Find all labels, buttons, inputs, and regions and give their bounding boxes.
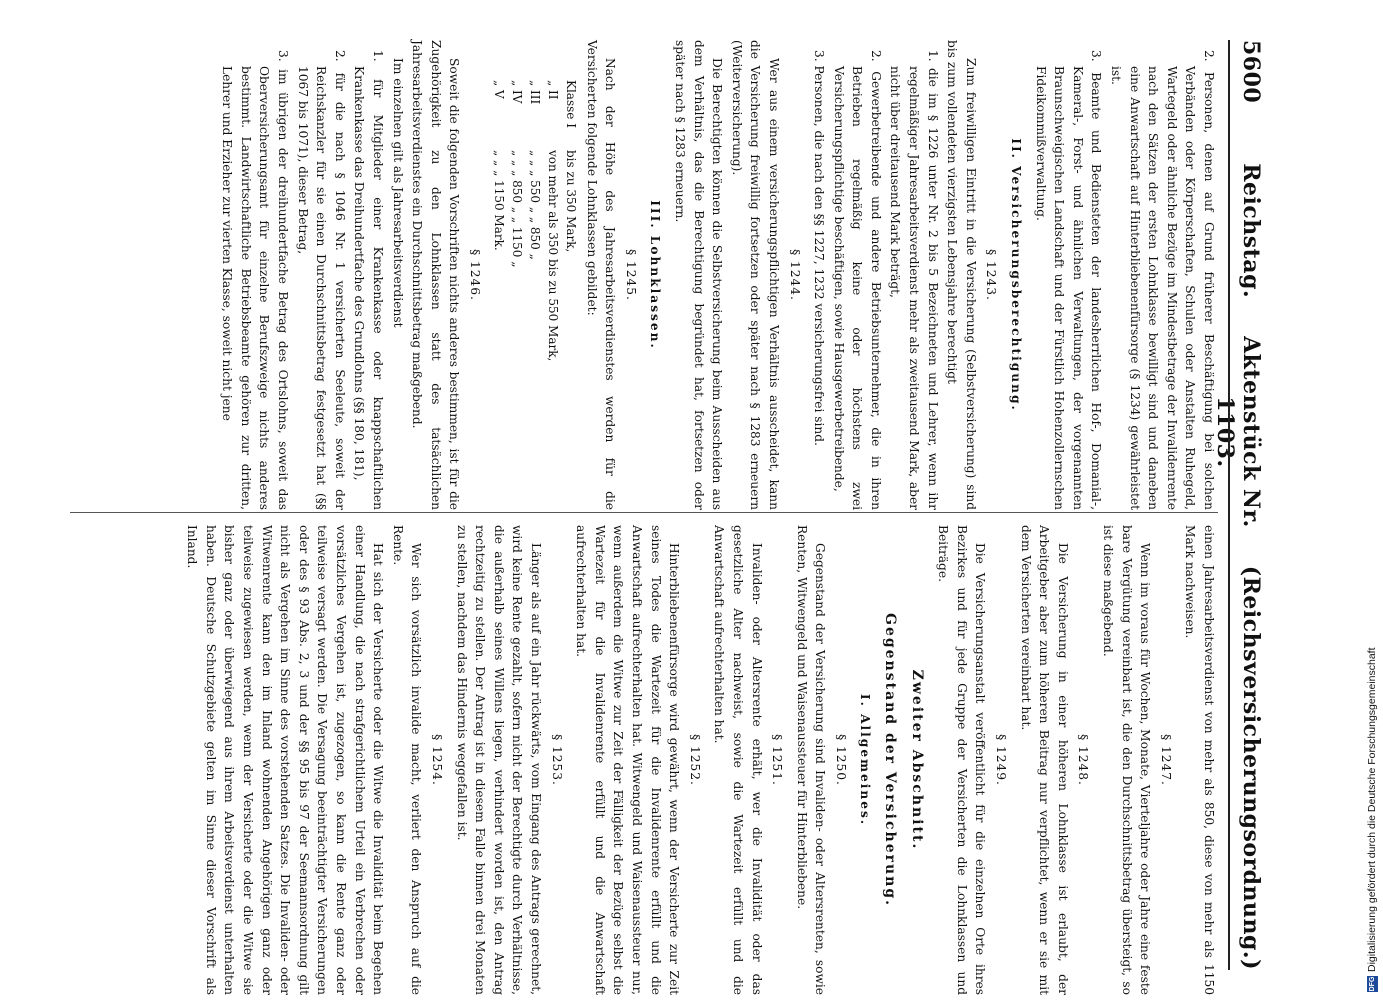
lohnklasse-range: bis zu 350 Mark, [564, 150, 578, 253]
item-1243-2: 2. Gewerbetreibende und andere Betriebsunternehmer, die in ihren Betrieben regelmäßig keine oder höchstens zwei Versicherungspflichtige beschäftigen, sowie Hausgewerbetreibende, [831, 50, 883, 510]
text-1244b: Die Berechtigten können die Selbstversicherung beim Ausscheiden aus dem Verhältnis, das die Berechtigung begründet hat, fortsetzen oder später nach § 1283 erneuern. [672, 40, 725, 510]
text-1254b: Hat sich der Versicherte oder die Witwe die Invalidität beim Begehen einer Handlung, die nach strafgerichtlichem Urteil ein Verbrechen oder vorsätzliches Vergehen ist, zugezogen, so kann die Rente ganz oder teilweise versagt werden. Die Versagung beeinträchtigter Versicherungen oder des § 93 Abs. 2, 3 und der §§ 95 bis 97 der Seemannsordnung gilt nicht als Vergehen im Sinne des vorstehenden Satzes. Die Invaliden- oder Witwenrente kann den im Inland wohnenden Angehörigen ganz oder teilweise zugewiesen werden, wenn der Versicherte oder die Witwe sie bisher ganz oder überwiegend aus ihrem Arbeitsverdienst unterhalten haben. Deutsche Schutzgebiete gelten im Sinne dieser Vorschrift als Inland. [185, 525, 386, 995]
text-1249: Die Versicherungsanstalt veröffentlicht für die einzelnen Orte ihres Bezirkes und für jede Gruppe der Versicherten die Lohnklassen und Beiträge. [936, 525, 988, 995]
heading-I: I. Allgemeines. [858, 693, 873, 827]
column-divider [70, 512, 1218, 513]
paragraph-1250: § 1250. [833, 734, 848, 786]
paragraph-1248: § 1248. [1076, 734, 1091, 786]
text-1254a: Wer sich vorsätzlich invalide macht, verliert den Anspruch auf die Rente. [390, 525, 424, 995]
lohnklasse-row [562, 80, 580, 510]
lohnklasse-label: „ II [546, 80, 560, 100]
lohnklasse-label: „ IV [510, 80, 524, 104]
header-rule [1228, 40, 1230, 970]
text-1247: Wenn im voraus für Wochen, Monate, Vierteljahre oder Jahre eine feste bare Vergütung vereinbart ist, die den Durchschnittsbetrag übersteigt, so ist diese maßgebend. [1101, 525, 1153, 995]
lohnklasse-range: „ „ „ 850 „ „ 1150 „ [510, 150, 524, 268]
lohnklasse-range: „ „ „ 1150 Mark. [492, 150, 506, 251]
item-1243-3: 3. Personen, die nach den §§ 1227, 1232 versicherungsfrei sind. [812, 50, 827, 446]
paragraph-1246: § 1246. [468, 249, 482, 301]
text-1243: Zum freiwilligen Eintritt in die Versicherung (Selbstversicherung) sind bis zum vollendeten vierzigsten Lebensjahre berechtigt [945, 40, 978, 510]
right-column [58, 525, 1218, 995]
dfg-logo-icon: DFG [1368, 976, 1376, 992]
text-1246a: Soweit die folgenden Vorschriften nichts anderes bestimmen, ist für die Zugehörigkeit zu den Lohnklassen statt des tatsächlichen Jahresarbeitsverdienstes ein Durchschnittsbetrag maßgebend. [410, 40, 462, 510]
paragraph-1251: § 1251. [770, 734, 785, 786]
text-1252: Hinterbliebenenfürsorge wird gewährt, wenn der Versicherte zur Zeit seines Todes die Wartezeit für die Invalidenrente erfüllt und die Anwartschaft aufrechterhalten hat. Witwengeld und Waisenaussteuer nur, wenn außerdem die Witwe zur Zeit der Fälligkeit der Bezüge selbst die Wartezeit für die Invalidenrente erfüllt und die Anwartschaft aufrechterhalten hat. [574, 525, 682, 995]
lohnklasse-label: „ V [492, 80, 506, 99]
header-right: (Reichsversicherungsordnung.) [1238, 565, 1264, 970]
page-header [1212, 40, 1264, 970]
paragraph-1245: § 1245. [623, 249, 638, 301]
header-left: Reichstag. [1238, 163, 1264, 299]
lohnklasse-row [508, 80, 526, 510]
lohnklasse-range: von mehr als 350 bis zu 550 Mark, [546, 150, 560, 362]
lohnklasse-label: „ III [528, 80, 542, 105]
text-1246b: Im einzelnen gilt als Jahresarbeitsverdienst [390, 58, 405, 328]
text-1253: Länger als auf ein Jahr rückwärts, vom Eingang des Antrags gerechnet, wird keine Rente gezahlt, sofern nicht der Berechtigte durch Verhältnisse, die außerhalb seines Willens liegen, verhindert worden ist, den Antrag rechtzeitig zu stellen. Der Antrag ist in diesem Falle binnen drei Monaten zu stellen, nachdem das Hindernis weggefallen ist. [454, 525, 543, 995]
lohnklassen-table [490, 80, 580, 510]
left-column [58, 40, 1218, 510]
scanned-page [50, 0, 1270, 1000]
lohnklasse-row [490, 80, 508, 510]
paragraph-1249: § 1249. [994, 734, 1009, 786]
text-1251: Invaliden- oder Altersrente erhält, wer die Invalidität oder das gesetzliche Alter nachweist, sowie die Wartezeit erfüllt und die Anwartschaft aufrechterhalten hat. [712, 525, 764, 995]
credit-text: Digitalisierung gefördert durch die Deutsche Forschungsgemeinschaft [1366, 647, 1378, 972]
heading-II: II. Versicherungsberechtigung. [1009, 138, 1024, 412]
header-center: Aktenstück Nr. 1103. [1212, 336, 1264, 528]
paragraph-1254: § 1254. [430, 734, 445, 786]
text-1244a: Wer aus einem versicherungspflichtigen Verhältnis ausscheidet, kann die Versicherung freiwillig fortsetzen oder später nach § 1283 erneuern (Weiterversicherung). [729, 40, 781, 510]
item-2: 2. Personen, denen auf Grund früherer Beschäftigung bei solchen Verbänden oder Körperschaften, Schulen oder Anstalten Ruhegeld, Wartegeld oder ähnliche Bezüge im Mindestbetrage der Invalidenrente nach den Sätzen der ersten Lohnklasse bewilligt sind und daneben eine Anwartschaft auf Hinterbliebenenfürsorge (§ 1234) gewährleistet ist. [1109, 50, 1216, 510]
text-continuation: einen Jahresarbeitsverdienst von mehr als 850, diese von mehr als 1150 Mark nachweisen. [1183, 525, 1216, 995]
item-1246-3: 3. im übrigen der dreihundertfache Betrag des Ortslohns, soweit das Oberversicherungsamt für einzelne Berufszweige nichts anderes bestimmt. Landwirtschaftliche Betriebsbeamte gehören zur dritten, Lehrer und Erzieher zur vierten Klasse, soweit nicht jene [220, 50, 291, 510]
paragraph-1253: § 1253. [549, 734, 564, 786]
text-1248: Die Versicherung in einer höheren Lohnklasse ist erlaubt, der Arbeitgeber aber zum höheren Beitrag nur verpflichtet, wenn er sie mit dem Versicherten vereinbart hat. [1018, 525, 1070, 995]
heading-gegenstand: Gegenstand der Versicherung. [882, 612, 899, 907]
text-1245: Nach der Höhe des Jahresarbeitsverdienstes werden für die Versicherten folgende Lohnklassen gebildet: [584, 40, 618, 510]
text-1250: Gegenstand der Versicherung sind Invaliden- oder Altersrenten, sowie Renten, Witwengeld und Waisenaussteuer für Hinterbliebene. [794, 525, 828, 995]
item-1246-1: 1. für Mitglieder einer Krankenkasse oder knappschaftlichen Krankenkasse das Dreihundertfache des Grundlohns (§§ 180, 181), [352, 50, 386, 510]
lohnklasse-label: Klasse I [564, 80, 578, 128]
item-1243-1: 1. die im § 1226 unter Nr. 2 bis 5 Bezeichneten und Lehrer, wenn ihr regelmäßiger Jahresarbeitsverdienst mehr als zweitausend Mark, aber nicht über dreitausend Mark beträgt, [888, 50, 940, 510]
digitization-credit [1366, 2, 1378, 992]
paragraph-1247: § 1247. [1158, 734, 1173, 786]
heading-III: III. Lohnklassen. [648, 200, 663, 350]
paragraph-1244: § 1244. [787, 249, 802, 301]
paragraph-1252: § 1252. [687, 734, 702, 786]
lohnklasse-range: „ „ „ 550 „ „ 850 „ [528, 150, 542, 260]
paragraph-1243: § 1243. [984, 249, 999, 301]
item-1246-2: 2. für die nach § 1046 Nr. 1 versicherten Seeleute, soweit der Reichskanzler für sie einen Durchschnittsbetrag festgesetzt hat (§§ 1067 bis 1071), dieser Betrag, [295, 50, 347, 510]
heading-zweiter-abschnitt: Zweiter Abschnitt. [908, 669, 925, 851]
page-number: 5600 [1238, 40, 1264, 104]
lohnklasse-row [526, 80, 544, 510]
item-3: 3. Beamte und Bediensteten der landesherrlichen Hof-, Domanial-, Kameral-, Forst- und ähnlichen Verwaltungen, der vorgenannten Braunschweigischen Landschaft und der Fürstlich Hohenzollernschen Fideikommißverwaltung. [1033, 50, 1104, 510]
lohnklasse-row [544, 80, 562, 510]
